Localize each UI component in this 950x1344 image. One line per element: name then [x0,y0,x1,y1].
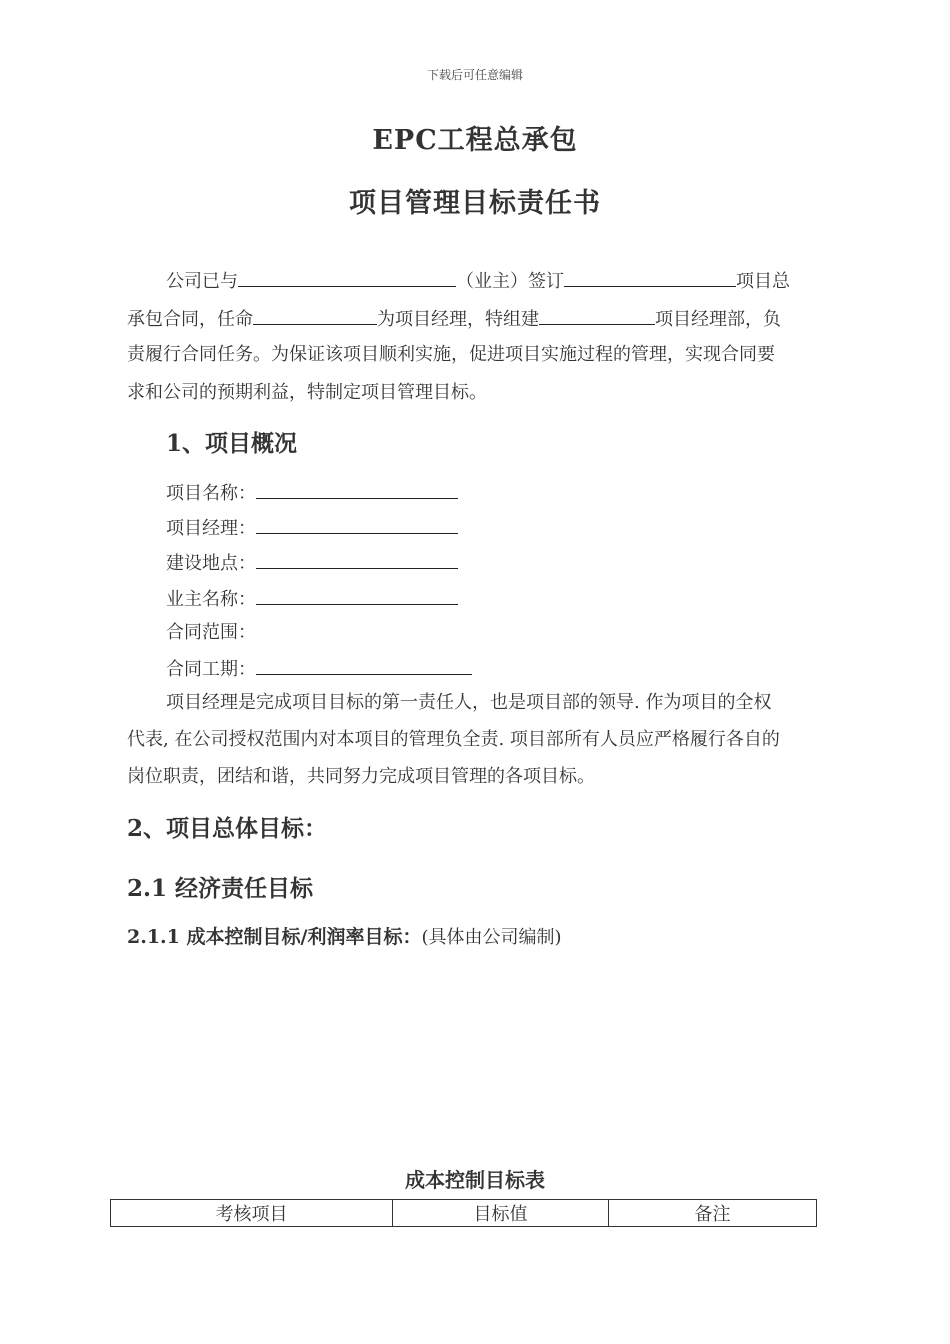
field-blank[interactable] [256,586,458,605]
intro-line-2 [127,306,827,332]
section2-heading: 2、项目总体目标： [127,815,328,842]
section2-1-1-heading [127,922,562,949]
field-blank[interactable] [256,480,458,499]
field-blank[interactable] [256,550,458,569]
department-blank[interactable] [539,306,655,325]
intro-text: 公司已与 [166,271,238,292]
intro-line-3: 责履行合同任务。为保证该项目顺利实施，促进项目实施过程的管理，实现合同要 [127,344,775,365]
cost-control-table [110,1199,817,1227]
cost-table-title: 成本控制目标表 [405,1168,545,1192]
field-label: 业主名称： [166,589,256,610]
field-label: 合同工期： [166,659,256,680]
field-scope [166,621,256,645]
section2-1-heading: 2.1 经济责任目标 [127,875,314,902]
section1-para-line-2: 代表, 在公司授权范围内对本项目的管理负全责. 项目部所有人员应严格履行各自的 [127,729,780,750]
intro-text: 为项目经理，特组建 [377,309,539,330]
owner-blank[interactable] [238,268,456,287]
column-header-remark: 备注 [609,1200,817,1227]
field-owner [166,586,458,612]
field-project-name [166,480,458,506]
field-label: 合同范围： [166,622,256,643]
intro-text: 项目经理部，负 [655,309,781,330]
column-header-item: 考核项目 [111,1200,393,1227]
field-duration [166,656,472,682]
intro-text: 项目总 [736,271,790,292]
intro-line-1 [166,268,866,294]
intro-text: 承包合同，任命 [127,309,253,330]
field-blank[interactable] [256,656,472,675]
field-project-manager [166,515,458,541]
section1-para-line-1: 项目经理是完成项目目标的第一责任人，也是项目部的领导. 作为项目的全权 [166,692,772,713]
subsub-heading-text: 2.1.1 成本控制目标/利润率目标： [127,926,422,948]
field-location [166,550,458,576]
header-note: 下载后可任意编辑 [426,68,523,82]
field-label: 项目经理： [166,518,256,539]
section1-heading: 1、项目概况 [166,430,298,457]
field-label: 建设地点： [166,553,256,574]
intro-text: （业主）签订 [456,271,564,292]
intro-line-4: 求和公司的预期利益，特制定项目管理目标。 [127,382,487,403]
subsub-note: (具体由公司编制) [421,927,562,948]
document-title: EPC工程总承包 [372,125,578,156]
field-blank[interactable] [256,515,458,534]
document-subtitle: 项目管理目标责任书 [349,188,601,219]
table-header-row [111,1200,817,1227]
field-label: 项目名称： [166,483,256,504]
column-header-target: 目标值 [393,1200,609,1227]
manager-blank[interactable] [253,306,377,325]
section1-para-line-3: 岗位职责，团结和谐，共同努力完成项目管理的各项目标。 [127,766,595,787]
contract-blank[interactable] [564,268,736,287]
